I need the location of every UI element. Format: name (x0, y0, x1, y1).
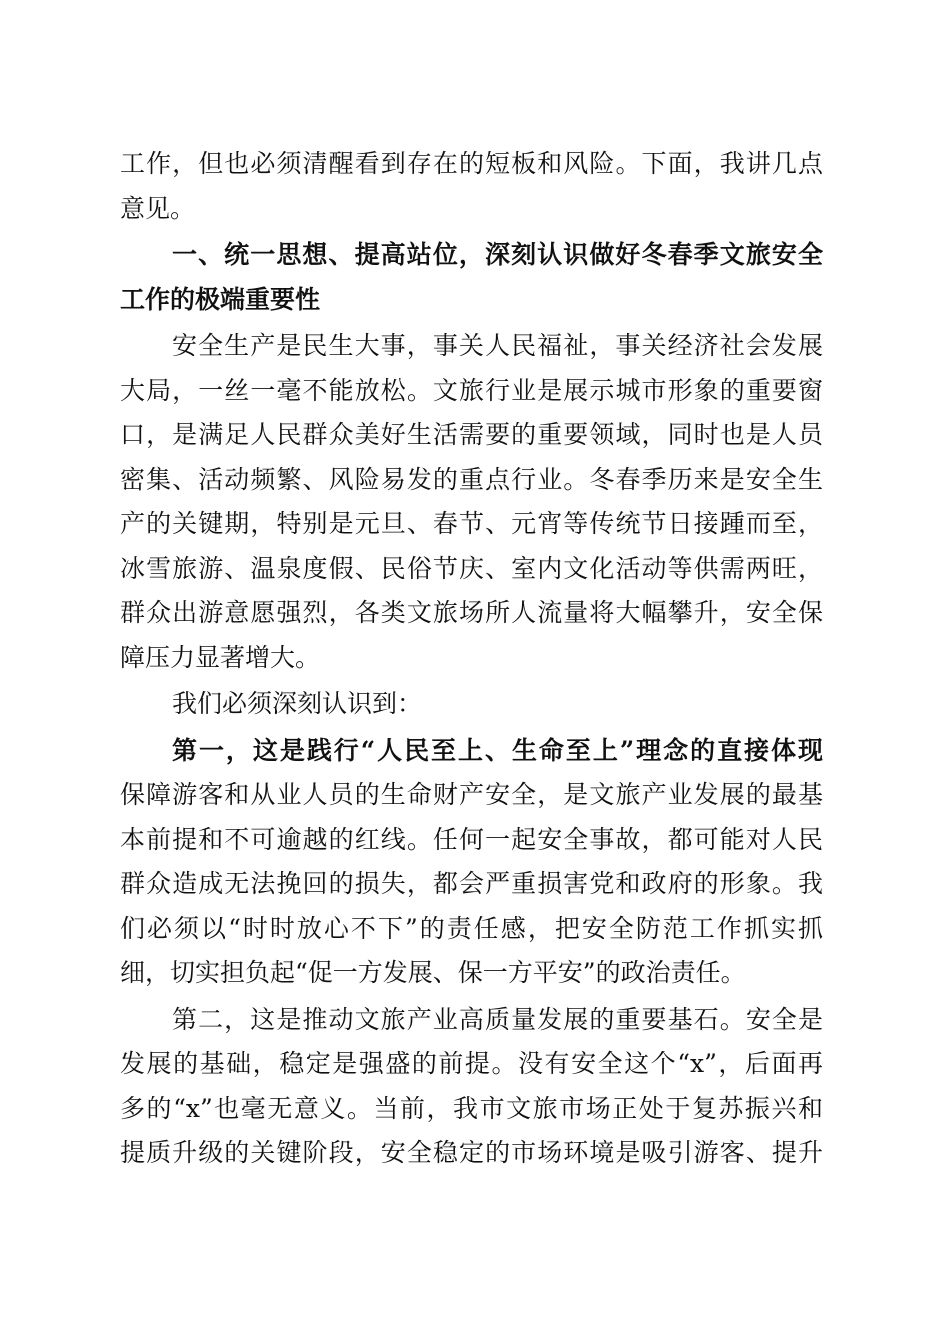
point-heading-line: 第一，这是践行“人民至上、生命至上”理念的直接体现 (172, 735, 823, 765)
text-line: 大局，一丝一毫不能放松。文旅行业是展示城市形象的重要窗 (120, 375, 823, 405)
point-1-paragraph (120, 729, 823, 996)
text-line: 安全生产是民生大事，事关人民福祉，事关经济社会发展 (172, 331, 823, 360)
intro-paragraph (120, 142, 823, 231)
document-page (120, 142, 823, 1176)
heading-line: 工作的极端重要性 (120, 284, 321, 314)
text-line: 群众出游意愿强烈，各类文旅场所人流量将大幅攀升，安全保 (120, 598, 823, 627)
text-line: 群众造成无法挽回的损失，都会严重损害党和政府的形象。我 (120, 869, 823, 898)
text-line: 产的关键期，特别是元旦、春节、元宵等传统节日接踵而至， (120, 509, 823, 538)
text-line: 冰雪旅游、温泉度假、民俗节庆、室内文化活动等供需两旺， (120, 553, 823, 583)
text-line: 提质升级的关键阶段，安全稳定的市场环境是吸引游客、提升 (120, 1138, 823, 1167)
text-line: 保障游客和从业人员的生命财产安全，是文旅产业发展的最基 (120, 780, 823, 809)
body-paragraph-1 (120, 324, 823, 680)
section-heading (120, 233, 823, 322)
body-paragraph-2 (120, 682, 823, 727)
text-line: 本前提和不可逾越的红线。任何一起安全事故，都可能对人民 (120, 824, 823, 854)
text-line: 密集、活动频繁、风险易发的重点行业。冬春季历来是安全生 (120, 464, 823, 494)
text-line: 细，切实担负起“促一方发展、保一方平安”的政治责任。 (120, 958, 746, 987)
text-line: 们必须以“时时放心不下”的责任感，把安全防范工作抓实抓 (120, 913, 823, 943)
heading-line: 一、统一思想、提高站位，深刻认识做好冬春季文旅安全 (172, 240, 823, 269)
text-line: 第二，这是推动文旅产业高质量发展的重要基石。安全是 (172, 1004, 823, 1034)
text-line: 意见。 (120, 193, 196, 223)
point-2-paragraph (120, 998, 823, 1176)
text-line: 障压力显著增大。 (120, 642, 321, 672)
text-line: 我们必须深刻认识到： (172, 689, 423, 718)
text-line: 口，是满足人民群众美好生活需要的重要领域，同时也是人员 (120, 420, 823, 449)
text-line: 多的“x”也毫无意义。当前，我市文旅市场正处于复苏振兴和 (120, 1093, 823, 1123)
text-line: 发展的基础，稳定是强盛的前提。没有安全这个“x”，后面再 (120, 1049, 823, 1078)
text-line: 工作，但也必须清醒看到存在的短板和风险。下面，我讲几点 (120, 149, 823, 178)
